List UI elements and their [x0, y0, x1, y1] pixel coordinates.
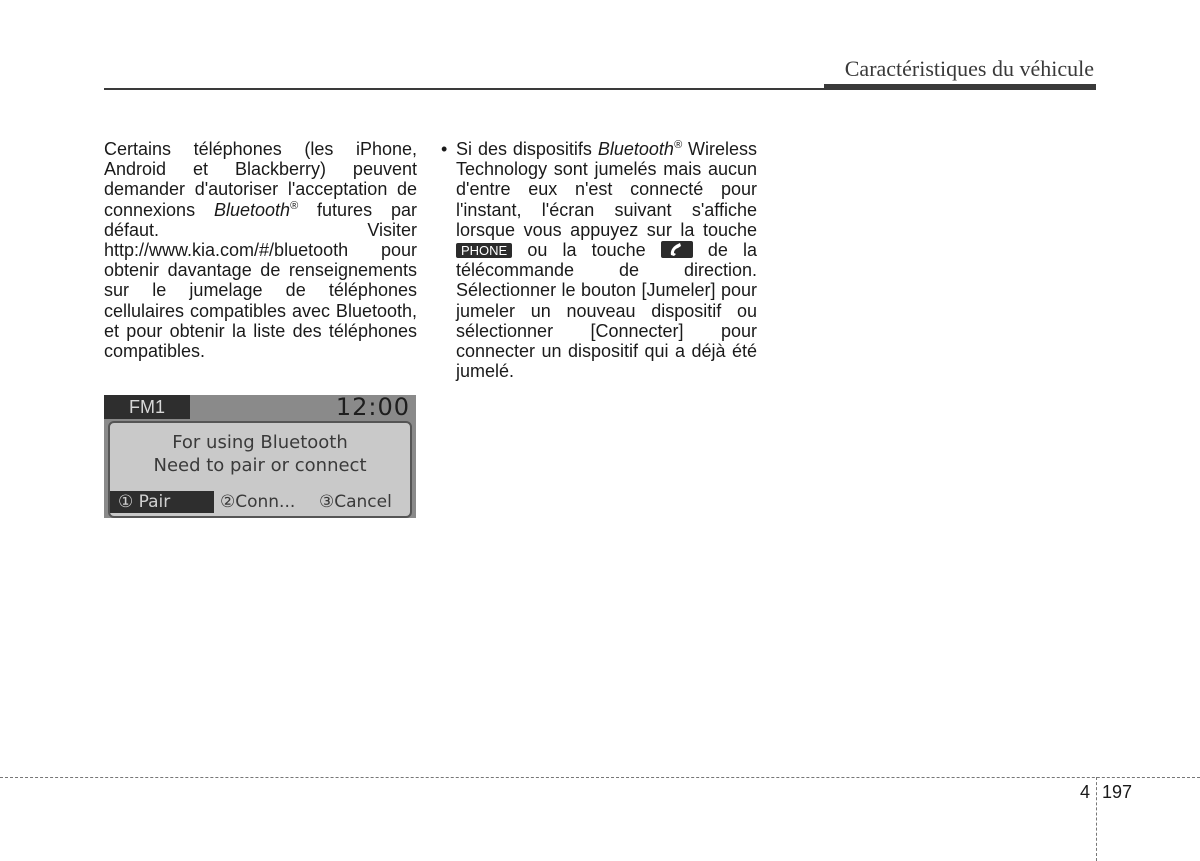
right-text-3: ou la touche	[512, 240, 661, 261]
left-brand: Bluetooth	[213, 199, 291, 220]
cancel-button[interactable]: ③Cancel	[319, 492, 392, 512]
right-reg-mark: ®	[673, 139, 683, 151]
chapter-number: 4	[1080, 782, 1091, 802]
connect-button[interactable]: ②Conn...	[220, 492, 296, 512]
audio-display-screenshot	[104, 395, 416, 518]
left-reg-mark: ®	[290, 199, 299, 212]
clock: 12:00	[335, 393, 410, 421]
page-number: 197	[1102, 782, 1133, 802]
section-title: Caractéristiques du véhicule	[844, 56, 1094, 81]
display-status-bar	[104, 395, 416, 419]
right-brand: Bluetooth	[597, 139, 674, 159]
header-rule-thick	[824, 84, 1096, 90]
left-paragraph	[104, 139, 417, 361]
display-dialog	[108, 421, 412, 518]
phone-handset-icon	[661, 241, 693, 258]
right-paragraph	[456, 139, 757, 381]
footer-divider	[1096, 777, 1097, 861]
radio-band: FM1	[104, 395, 190, 419]
footer-rule	[0, 777, 1200, 778]
display-button-row	[116, 491, 416, 513]
left-text-after: futures par défaut. Visiter http://www.kia.com/#/bluetooth pour obtenir davantage de renseignements sur le jumelage de téléphones cellulaires compatibles avec Bluetooth, et pour obtenir la liste des téléphones compatibles.	[104, 199, 417, 362]
message-line-2: Need to pair or connect	[153, 455, 367, 476]
message-line-1: For using Bluetooth	[172, 432, 348, 453]
phone-key-label: PHONE	[456, 243, 512, 258]
pair-button[interactable]: ① Pair	[110, 491, 214, 513]
right-text-1: Si des dispositifs	[456, 139, 598, 159]
right-text-2: Wireless Technology sont jumelés mais aucun d'entre eux n'est connecté pour l'instant, l'écran suivant s'affiche lorsque vous appuyez sur la touche	[456, 139, 757, 240]
header-rule	[104, 88, 824, 90]
bullet-point: •	[441, 139, 448, 159]
right-text-4: de la télécommande de direction. Sélectionner le bouton [Jumeler] pour jumeler un nouveau dispositif ou sélectionner [Connecter] pour connecter un dispositif qui a déjà été jumelé.	[456, 240, 757, 382]
left-text-before: Certains téléphones (les iPhone, Android et Blackberry) peuvent demander d'autoriser l'acceptation de connexions	[104, 139, 417, 220]
